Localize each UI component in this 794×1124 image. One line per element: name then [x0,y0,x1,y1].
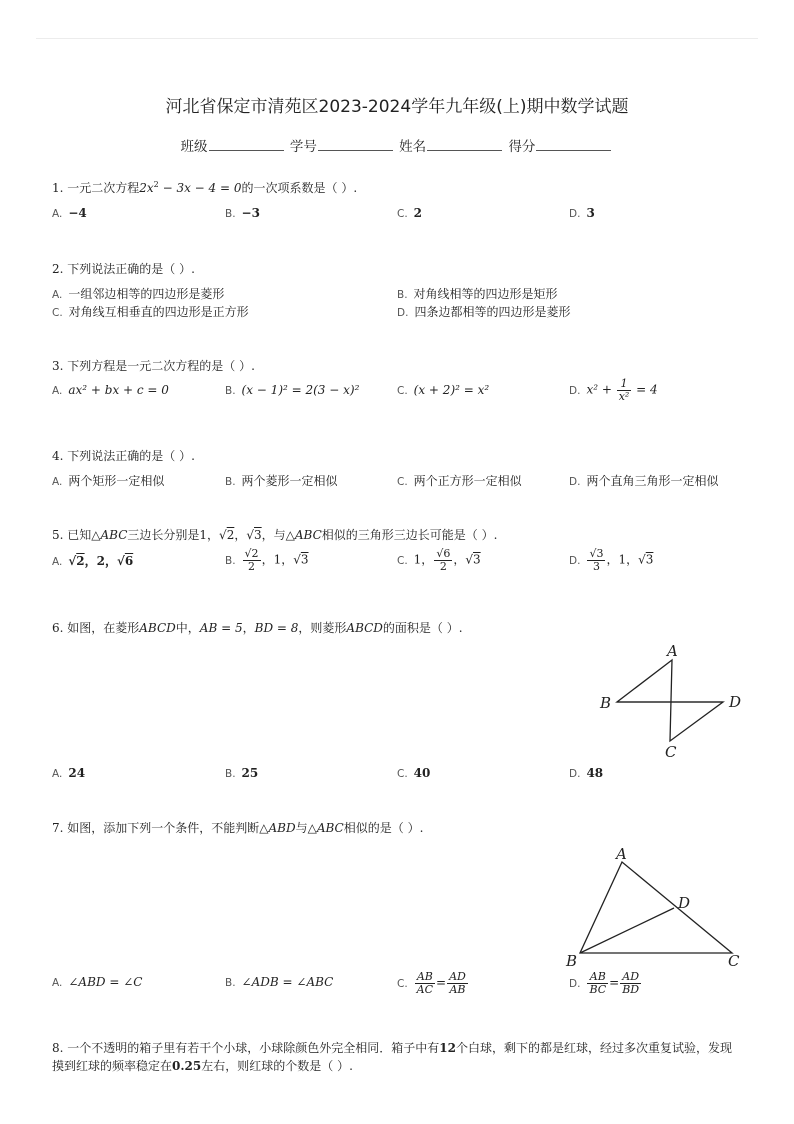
triangle-abc-outline [580,862,732,953]
score-blank[interactable] [536,138,611,151]
question-4-option-c[interactable]: C. 两个正方形一定相似 [397,474,522,488]
class-label: 班级 [180,139,208,155]
class-blank[interactable] [209,138,284,151]
vertex-label-d: D [729,693,742,711]
question-3-option-d[interactable]: D. x² + $\frac{1}{\text{x²}}$ = 4 [569,377,658,403]
question-3-stem: 3. 下列方程是一元二次方程的是（ ）. [52,359,255,373]
question-2-stem: 2. 下列说法正确的是（ ）. [52,262,195,276]
question-1-option-b[interactable]: B. −3 [225,206,260,220]
question-7-option-a[interactable]: A. ∠ABD = ∠C [52,975,143,989]
vertex-label-b: B [566,952,578,970]
id-label: 学号 [289,139,317,155]
top-divider [36,38,758,39]
question-2-option-d[interactable]: D. 四条边都相等的四边形是菱形 [397,305,571,319]
question-4-option-b[interactable]: B. 两个菱形一定相似 [225,474,338,488]
question-8-line-2: 摸到红球的频率稳定在0.25左右，则红球的个数是（ ）. [52,1059,353,1073]
triangle-figure [562,840,752,972]
question-2-option-b[interactable]: B. 对角线相等的四边形是矩形 [397,287,558,301]
vertex-label-b: B [600,694,612,712]
question-1-option-a[interactable]: A. −4 [52,206,87,220]
question-6-stem: 6. 如图，在菱形ABCD中，AB = 5，BD = 8，则菱形ABCD的面积是（ ）. [52,621,463,635]
question-5-option-a[interactable]: A. √2，2，√6 [52,554,134,568]
question-6-option-d[interactable]: D. 48 [569,766,604,780]
question-8-line-1: 8. 一个不透明的箱子里有若干个小球，小球除颜色外完全相同．箱子中有12个白球，剩下的都是红球，经过多次重复试验，发现 [52,1041,732,1055]
rhombus-outline [617,660,723,741]
question-4-option-a[interactable]: A. 两个矩形一定相似 [52,474,165,488]
question-3-option-a[interactable]: A. ax² + bx + c = 0 [52,383,169,397]
question-1-option-d[interactable]: D. 3 [569,206,595,220]
score-label: 得分 [508,139,536,155]
page-title: 河北省保定市清苑区2023-2024学年九年级(上)期中数学试题 [165,97,629,117]
question-7-option-d[interactable]: D. $\frac{AB}{BC}$ = $\frac{AD}{BD}$ [569,970,640,996]
question-3-option-b[interactable]: B. (x − 1)² = 2(3 − x)² [225,383,360,397]
vertex-label-d: D [678,894,691,912]
question-7-stem: 7. 如图，添加下列一个条件，不能判断△ABD与△ABC相似的是（ ）. [52,821,424,835]
question-5-option-c[interactable]: C. 1， $\frac{√6}{2}$ ，√3 [397,547,481,573]
name-blank[interactable] [427,138,502,151]
name-label: 姓名 [399,139,427,155]
vertex-label-a: A [616,845,627,863]
question-7-option-b[interactable]: B. ∠ADB = ∠ABC [225,975,334,989]
question-5-option-b[interactable]: B. $\frac{√2}{2}$ ，1，√3 [225,547,309,573]
id-blank[interactable] [318,138,393,151]
vertex-label-a: A [667,642,678,660]
question-1-stem: 1. 一元二次方程$2x^2 - 3x - 4 = 0$的一次项系数是（ ）. [52,180,358,195]
question-3-option-c[interactable]: C. (x + 2)² = x² [397,383,490,397]
segment-bd [580,908,674,953]
question-6-option-c[interactable]: C. 40 [397,766,431,780]
question-4-stem: 4. 下列说法正确的是（ ）. [52,449,195,463]
question-6-option-a[interactable]: A. 24 [52,766,86,780]
question-5-stem: 5. 已知△ABC三边长分别是1，√2，√3，与△ABC相似的三角形三边长可能是（ ）. [52,528,498,542]
question-4-option-d[interactable]: D. 两个直角三角形一定相似 [569,474,719,488]
vertex-label-c: C [665,743,677,761]
question-7-option-c[interactable]: C. $\frac{AB}{AC}$ = $\frac{AD}{AB}$ [397,970,466,996]
vertex-label-c: C [728,952,740,970]
rhombus-figure [592,640,752,764]
student-info-line [0,135,794,155]
question-2-option-c[interactable]: C. 对角线互相垂直的四边形是正方形 [52,305,249,319]
question-2-option-a[interactable]: A. 一组邻边相等的四边形是菱形 [52,287,225,301]
question-1-option-c[interactable]: C. 2 [397,206,423,220]
question-5-option-d[interactable]: D. $\frac{√3}{3}$ ，1，√3 [569,547,654,573]
question-6-option-b[interactable]: B. 25 [225,766,259,780]
